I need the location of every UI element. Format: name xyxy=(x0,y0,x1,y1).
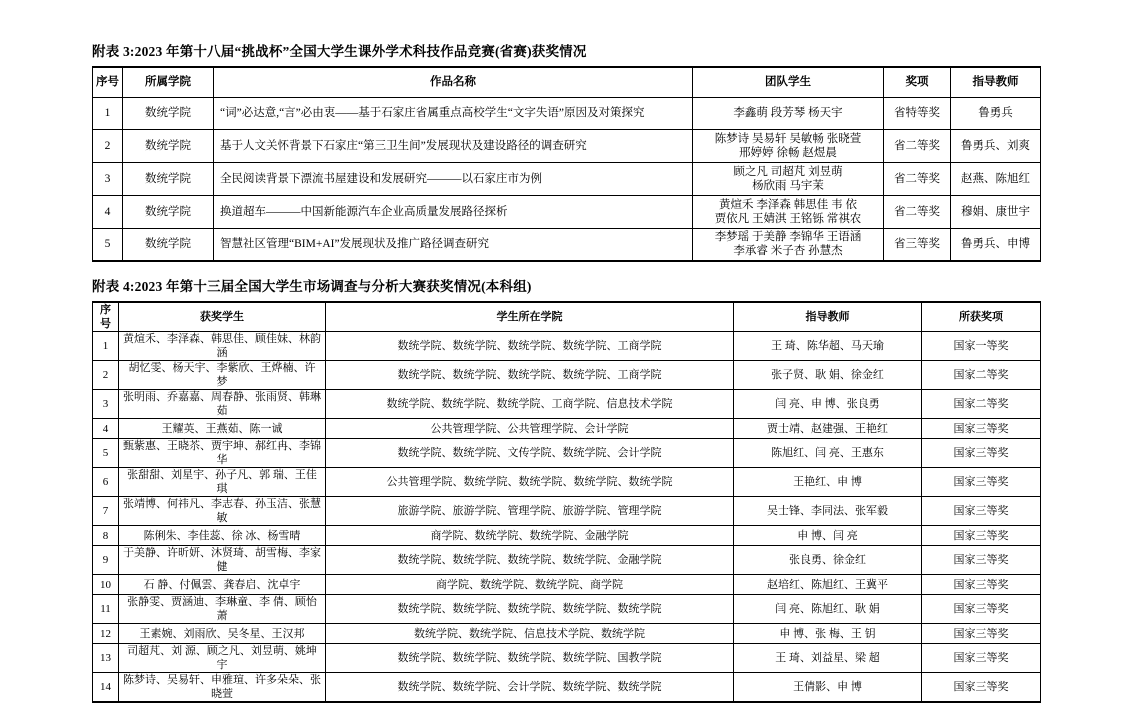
row-number: 2 xyxy=(93,129,123,162)
awarded-students: 黄煊禾、李泽森、韩思佳、顾佳妹、林韵涵 xyxy=(119,332,326,361)
advisors: 张良勇、徐金红 xyxy=(734,546,922,575)
award-level: 国家三等奖 xyxy=(922,419,1041,439)
work-title: 智慧社区管理“BIM+AI”发展现状及推广路径调查研究 xyxy=(214,228,693,261)
award-level: 国家三等奖 xyxy=(922,546,1041,575)
table4-row xyxy=(93,546,1041,575)
awarded-students: 石 静、付佩雲、龚春启、沈卓宇 xyxy=(119,575,326,595)
advisors: 鲁勇兵 xyxy=(951,97,1041,129)
awarded-students: 张甜甜、刘星宇、孙子凡、郭 瑞、王佳琪 xyxy=(119,468,326,497)
award: 省二等奖 xyxy=(884,129,951,162)
team-students xyxy=(693,228,884,261)
student-colleges: 数统学院、数统学院、数统学院、数统学院、工商学院 xyxy=(326,332,734,361)
table4-row xyxy=(93,595,1041,624)
team-students-line: 李鑫萌 段芳琴 杨天宇 xyxy=(733,107,843,119)
award-level: 国家三等奖 xyxy=(922,624,1041,644)
table3-row xyxy=(93,129,1041,162)
table4-row xyxy=(93,644,1041,673)
award-level: 国家三等奖 xyxy=(922,673,1041,703)
team-students xyxy=(693,195,884,228)
awarded-students: 王耀英、王燕茹、陈一诚 xyxy=(119,419,326,439)
row-number: 11 xyxy=(93,595,119,624)
advisors: 申 博、闫 亮 xyxy=(734,526,922,546)
row-number: 1 xyxy=(93,97,123,129)
awarded-students: 陈梦诗、吴易轩、申雅瑄、许多朵朵、张晓萱 xyxy=(119,673,326,703)
awarded-students: 张静雯、贾涵迪、李琳童、李 倩、顾怡萧 xyxy=(119,595,326,624)
table3-row xyxy=(93,195,1041,228)
award-level: 国家三等奖 xyxy=(922,439,1041,468)
team-students-line: 陈梦诗 吴易轩 吴敏畅 张晓萱 xyxy=(714,132,862,145)
work-title: 基于人文关怀背景下石家庄“第三卫生间”发展现状及建设路径的调查研究 xyxy=(214,129,693,162)
table4-row xyxy=(93,468,1041,497)
table4-header-row xyxy=(93,302,1041,332)
team-students xyxy=(693,97,884,129)
team-students-line: 黄煊禾 李泽森 韩思佳 韦 依 xyxy=(719,198,857,211)
row-number: 13 xyxy=(93,644,119,673)
row-number: 7 xyxy=(93,497,119,526)
awarded-students: 于美静、许昕妍、沐贤琦、胡雪梅、李家健 xyxy=(119,546,326,575)
row-number: 3 xyxy=(93,162,123,195)
advisors: 赵培红、陈旭红、王冀平 xyxy=(734,575,922,595)
table4-row xyxy=(93,439,1041,468)
row-number: 5 xyxy=(93,228,123,261)
awarded-students: 张靖博、何祎凡、李志春、孙玉洁、张慧敏 xyxy=(119,497,326,526)
advisors: 张子贤、耿 娟、徐金红 xyxy=(734,361,922,390)
student-colleges: 数统学院、数统学院、数统学院、工商学院、信息技术学院 xyxy=(326,390,734,419)
college: 数统学院 xyxy=(123,97,214,129)
team-students xyxy=(693,162,884,195)
table3-title: 附表 3:2023 年第十八届“挑战杯”全国大学生课外学术科技作品竞赛(省赛)获奖情况 xyxy=(92,44,587,59)
table4-column-header: 学生所在学院 xyxy=(326,302,734,332)
student-colleges: 旅游学院、旅游学院、管理学院、旅游学院、管理学院 xyxy=(326,497,734,526)
college: 数统学院 xyxy=(123,162,214,195)
work-title: 换道超车———中国新能源汽车企业高质量发展路径探析 xyxy=(214,195,693,228)
row-number: 5 xyxy=(93,439,119,468)
award-level: 国家三等奖 xyxy=(922,575,1041,595)
row-number: 4 xyxy=(93,419,119,439)
advisors: 鲁勇兵、刘爽 xyxy=(951,129,1041,162)
table4-column-header: 所获奖项 xyxy=(922,302,1041,332)
table4-row xyxy=(93,673,1041,703)
team-students-line: 贾依凡 王婧淇 王铭铄 常祺农 xyxy=(714,212,862,225)
table4-row xyxy=(93,419,1041,439)
work-title: “词”必达意,“言”必由衷——基于石家庄省属重点高校学生“文字失语”原因及对策探究 xyxy=(214,97,693,129)
award-level: 国家三等奖 xyxy=(922,497,1041,526)
table4-column-header: 序号 xyxy=(93,302,119,332)
row-number: 12 xyxy=(93,624,119,644)
student-colleges: 数统学院、数统学院、会计学院、数统学院、数统学院 xyxy=(326,673,734,703)
student-colleges: 商学院、数统学院、数统学院、金融学院 xyxy=(326,526,734,546)
team-students-line: 顾之凡 司超芃 刘昱萌 xyxy=(733,165,843,178)
table4-title: 附表 4:2023 年第十三届全国大学生市场调查与分析大赛获奖情况(本科组) xyxy=(92,279,532,294)
student-colleges: 数统学院、数统学院、数统学院、数统学院、数统学院 xyxy=(326,595,734,624)
row-number: 6 xyxy=(93,468,119,497)
college: 数统学院 xyxy=(123,195,214,228)
table4-row xyxy=(93,390,1041,419)
awarded-students: 王素婉、刘雨欣、吴冬星、王汉邦 xyxy=(119,624,326,644)
award: 省二等奖 xyxy=(884,162,951,195)
table3-column-header: 作品名称 xyxy=(214,67,693,97)
advisors: 王 琦、刘益星、梁 超 xyxy=(734,644,922,673)
college: 数统学院 xyxy=(123,129,214,162)
award-level: 国家一等奖 xyxy=(922,332,1041,361)
award-level: 国家三等奖 xyxy=(922,526,1041,546)
awarded-students: 张明雨、乔嘉嘉、周春静、张雨贤、韩琳茹 xyxy=(119,390,326,419)
team-students-line: 李梦瑶 于美静 李锦华 王语涵 xyxy=(714,231,862,244)
team-students-line: 邢婷婷 徐畅 赵煜晨 xyxy=(739,146,837,159)
row-number: 8 xyxy=(93,526,119,546)
awarded-students: 胡忆雯、杨天宇、李紫欣、王烨楠、许 梦 xyxy=(119,361,326,390)
row-number: 2 xyxy=(93,361,119,390)
row-number: 10 xyxy=(93,575,119,595)
student-colleges: 数统学院、数统学院、数统学院、数统学院、工商学院 xyxy=(326,361,734,390)
advisors: 穆娟、康世宇 xyxy=(951,195,1041,228)
advisors: 王 琦、陈华超、马天瑜 xyxy=(734,332,922,361)
student-colleges: 数统学院、数统学院、信息技术学院、数统学院 xyxy=(326,624,734,644)
advisors: 赵燕、陈旭红 xyxy=(951,162,1041,195)
table3-row xyxy=(93,228,1041,261)
table4-column-header: 指导教师 xyxy=(734,302,922,332)
row-number: 1 xyxy=(93,332,119,361)
table4-row xyxy=(93,624,1041,644)
team-students xyxy=(693,129,884,162)
table3-awards-table xyxy=(92,66,1041,262)
advisors: 王艳红、申 博 xyxy=(734,468,922,497)
advisors: 陈旭红、闫 亮、王惠东 xyxy=(734,439,922,468)
award-level: 国家三等奖 xyxy=(922,468,1041,497)
advisors: 闫 亮、陈旭红、耿 娟 xyxy=(734,595,922,624)
college: 数统学院 xyxy=(123,228,214,261)
table3-column-header: 所属学院 xyxy=(123,67,214,97)
table3-row xyxy=(93,97,1041,129)
table3-row xyxy=(93,162,1041,195)
award: 省二等奖 xyxy=(884,195,951,228)
table3-column-header: 序号 xyxy=(93,67,123,97)
table4-column-header: 获奖学生 xyxy=(119,302,326,332)
student-colleges: 数统学院、数统学院、文传学院、数统学院、会计学院 xyxy=(326,439,734,468)
team-students-line: 杨欣雨 马宇茉 xyxy=(752,179,824,192)
table3-column-header: 奖项 xyxy=(884,67,951,97)
award-level: 国家三等奖 xyxy=(922,595,1041,624)
table4-row xyxy=(93,575,1041,595)
student-colleges: 数统学院、数统学院、数统学院、数统学院、金融学院 xyxy=(326,546,734,575)
advisors: 贾士靖、赵建强、王艳红 xyxy=(734,419,922,439)
award: 省特等奖 xyxy=(884,97,951,129)
row-number: 9 xyxy=(93,546,119,575)
awarded-students: 司超芃、刘 源、顾之凡、刘昱萌、姚坤宇 xyxy=(119,644,326,673)
table4-row xyxy=(93,526,1041,546)
work-title: 全民阅读背景下漂流书屋建设和发展研究———以石家庄市为例 xyxy=(214,162,693,195)
advisors: 王倩影、申 博 xyxy=(734,673,922,703)
table4-row xyxy=(93,332,1041,361)
student-colleges: 数统学院、数统学院、数统学院、数统学院、国教学院 xyxy=(326,644,734,673)
advisors: 吴士锋、李同法、张军毅 xyxy=(734,497,922,526)
table4-row xyxy=(93,497,1041,526)
row-number: 4 xyxy=(93,195,123,228)
advisors: 申 博、张 梅、王 钥 xyxy=(734,624,922,644)
row-number: 14 xyxy=(93,673,119,703)
table4-awards-table xyxy=(92,301,1041,703)
team-students-line: 李承睿 米子杏 孙慧杰 xyxy=(733,245,843,258)
student-colleges: 商学院、数统学院、数统学院、商学院 xyxy=(326,575,734,595)
table3-header-row xyxy=(93,67,1041,97)
row-number: 3 xyxy=(93,390,119,419)
award: 省三等奖 xyxy=(884,228,951,261)
award-level: 国家二等奖 xyxy=(922,390,1041,419)
award-level: 国家二等奖 xyxy=(922,361,1041,390)
student-colleges: 公共管理学院、数统学院、数统学院、数统学院、数统学院 xyxy=(326,468,734,497)
awarded-students: 陈俐朱、李佳蕊、徐 冰、杨雪晴 xyxy=(119,526,326,546)
advisors: 闫 亮、申 博、张良勇 xyxy=(734,390,922,419)
student-colleges: 公共管理学院、公共管理学院、会计学院 xyxy=(326,419,734,439)
awarded-students: 甄紫惠、王晓苶、贾宇坤、郝红冉、李锦华 xyxy=(119,439,326,468)
table4-row xyxy=(93,361,1041,390)
table3-column-header: 指导教师 xyxy=(951,67,1041,97)
award-level: 国家三等奖 xyxy=(922,644,1041,673)
advisors: 鲁勇兵、申博 xyxy=(951,228,1041,261)
table3-column-header: 团队学生 xyxy=(693,67,884,97)
